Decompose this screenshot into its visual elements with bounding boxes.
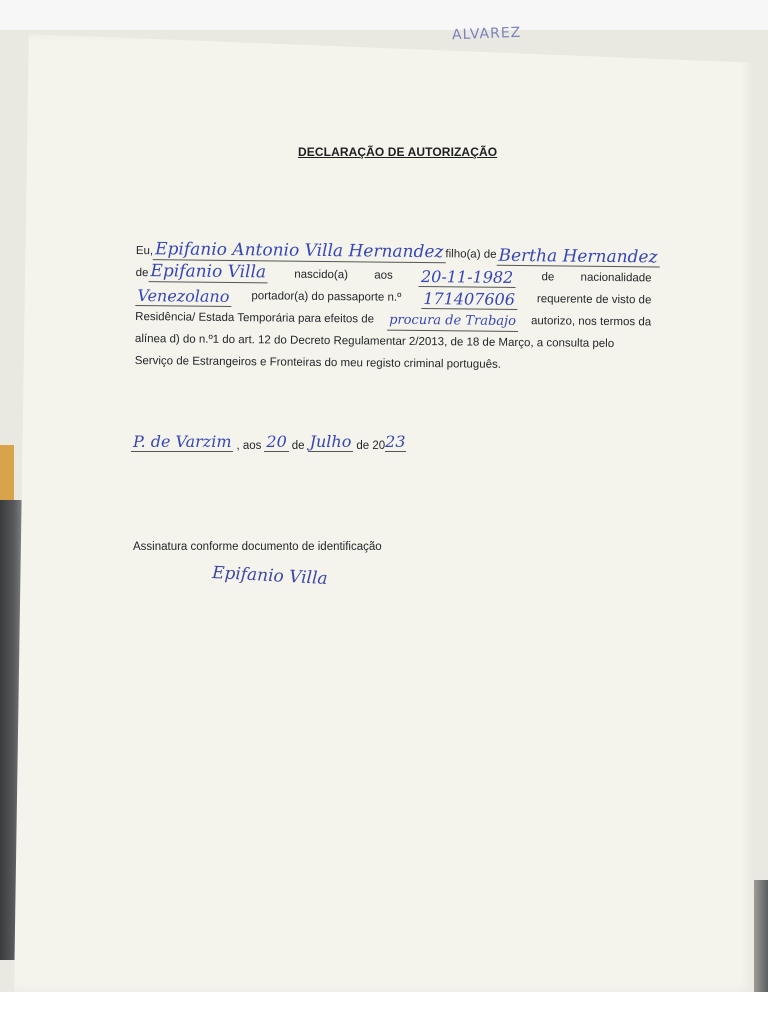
de-label-2: de bbox=[541, 271, 555, 284]
aos-label-date: , aos bbox=[236, 440, 262, 452]
declaration-paragraph bbox=[134, 239, 658, 377]
background-bottom bbox=[0, 992, 768, 1024]
handwritten-month: Julho bbox=[309, 432, 352, 451]
residencia-text: Residência/ Estada Temporária para efeitos de bbox=[135, 310, 375, 326]
autorizo-text: autorizo, nos termos da bbox=[530, 315, 652, 329]
criminal-record-text: Serviço de Estrangeiros e Fronteiras do meu registo criminal português. bbox=[134, 354, 502, 371]
handwritten-purpose: procura de Trabajo bbox=[387, 312, 518, 332]
legal-reference-text: alínea d) do n.º1 do art. 12 do Decreto Regulamentar 2/2013, de 18 de Março, a consulta pelo bbox=[134, 332, 615, 351]
de-label: de bbox=[135, 266, 149, 280]
handwritten-passport-number: 171407606 bbox=[421, 290, 517, 310]
top-handwriting: ALVAREZ bbox=[451, 24, 522, 44]
aos-label: aos bbox=[374, 269, 393, 282]
handwritten-parent2: Epifanio Villa bbox=[148, 261, 268, 283]
document-sheet bbox=[14, 34, 754, 992]
year-group bbox=[356, 433, 405, 452]
yellow-object bbox=[0, 445, 14, 505]
nascido-label: nascido(a) bbox=[294, 268, 349, 282]
handwritten-year-suffix: 23 bbox=[385, 432, 406, 451]
handwritten-day: 20 bbox=[266, 432, 287, 451]
place-date-line bbox=[131, 433, 406, 452]
signature-label: Assinatura conforme documento de identificação bbox=[133, 541, 382, 553]
handwritten-place: P. de Varzim bbox=[133, 432, 232, 451]
nacionalidade-label: nacionalidade bbox=[580, 271, 652, 285]
background-top bbox=[0, 0, 768, 30]
handwritten-name: Epifanio Antonio Villa Hernandez bbox=[153, 239, 445, 263]
document-title: DECLARAÇÃO DE AUTORIZAÇÃO bbox=[298, 145, 498, 159]
portador-label: portador(a) do passaporte n.º bbox=[251, 290, 402, 304]
eu-prefix: Eu, bbox=[135, 244, 154, 258]
handwritten-parent1: Bertha Hernandez bbox=[498, 245, 658, 268]
filho-label: filho(a) de bbox=[445, 248, 497, 261]
handwritten-nationality: Venezolano bbox=[135, 287, 231, 307]
handwritten-birth-date: 20-11-1982 bbox=[419, 268, 515, 288]
de-label-date: de bbox=[291, 440, 305, 452]
handwritten-signature: Epifanio Villa bbox=[211, 562, 329, 590]
requerente-label: requerente de visto de bbox=[536, 293, 652, 307]
de-year-label: de 20 bbox=[356, 440, 386, 452]
